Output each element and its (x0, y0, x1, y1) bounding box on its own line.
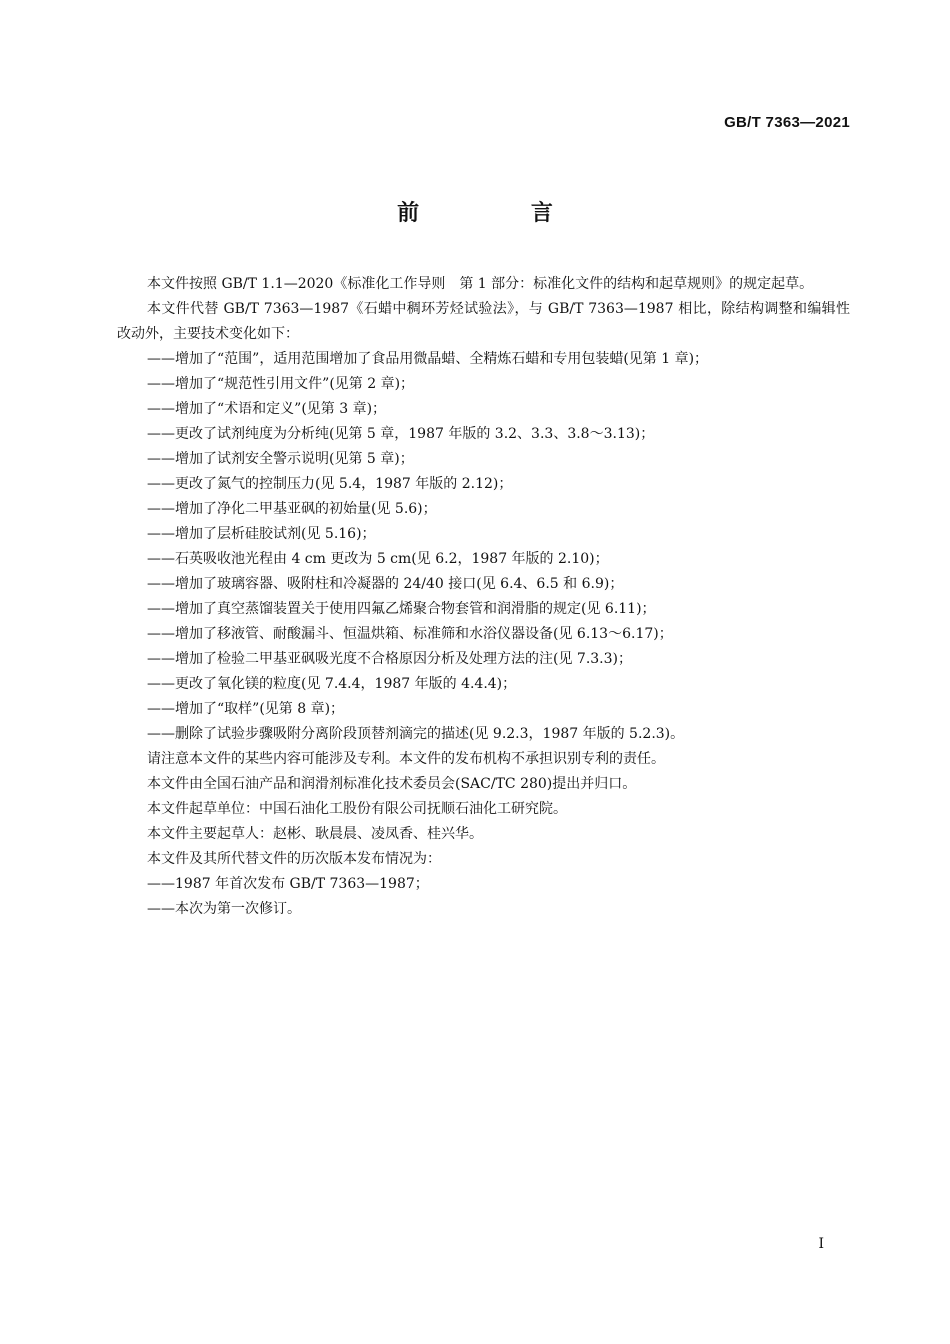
drafting-unit: 本文件起草单位：中国石油化工股份有限公司抚顺石油化工研究院。 (147, 801, 567, 817)
change-item: ——更改了氧化镁的粒度(见 7.4.4，1987 年版的 4.4.4)； (147, 676, 517, 692)
history-item: ——1987 年首次发布 GB/T 7363—1987； (147, 876, 429, 892)
change-item: ——石英吸收池光程由 4 cm 更改为 5 cm(见 6.2，1987 年版的 2.10)； (147, 551, 609, 567)
drafters: 本文件主要起草人：赵彬、耿晨晨、凌凤香、桂兴华。 (147, 826, 483, 842)
page-title: 前 言 (397, 201, 605, 226)
change-item: ——增加了“规范性引用文件”(见第 2 章)； (147, 376, 415, 392)
patent-notice: 请注意本文件的某些内容可能涉及专利。本文件的发布机构不承担识别专利的责任。 (147, 751, 665, 767)
change-item: ——删除了试验步骤吸附分离阶段顶替剂滴完的描述(见 9.2.3，1987 年版的 5.2.3)。 (147, 726, 685, 742)
changes-list (117, 347, 850, 747)
change-item: ——增加了真空蒸馏装置关于使用四氟乙烯聚合物套管和润滑脂的规定(见 6.11)； (147, 601, 656, 617)
document-body (117, 272, 850, 922)
intro-paragraph: 本文件代替 GB/T 7363—1987《石蜡中稠环芳烃试验法》，与 GB/T 7363—1987 相比，除结构调整和编辑性改动外，主要技术变化如下： (117, 301, 850, 342)
history-item: ——本次为第一次修订。 (147, 901, 301, 917)
change-item: ——增加了“取样”(见第 8 章)； (147, 701, 345, 717)
history-intro: 本文件及其所代替文件的历次版本发布情况为： (147, 851, 441, 867)
change-item: ——更改了氮气的控制压力(见 5.4，1987 年版的 2.12)； (147, 476, 513, 492)
change-item: ——增加了“范围”，适用范围增加了食品用微晶蜡、全精炼石蜡和专用包装蜡(见第 1 章)； (147, 351, 709, 367)
change-item: ——增加了“术语和定义”(见第 3 章)； (147, 401, 387, 417)
change-item: ——增加了玻璃容器、吸附柱和冷凝器的 24/40 接口(见 6.4、6.5 和 6.9)； (147, 576, 624, 592)
page-number: I (818, 1236, 824, 1252)
change-item: ——增加了试剂安全警示说明(见第 5 章)； (147, 451, 414, 467)
change-item: ——增加了净化二甲基亚砜的初始量(见 5.6)； (147, 501, 437, 517)
change-item: ——增加了层析硅胶试剂(见 5.16)； (147, 526, 376, 542)
change-item: ——更改了试剂纯度为分析纯(见第 5 章，1987 年版的 3.2、3.3、3.8～3.13)； (147, 426, 655, 442)
history-list (117, 872, 850, 922)
change-item: ——增加了移液管、耐酸漏斗、恒温烘箱、标准筛和水浴仪器设备(见 6.13～6.17)； (147, 626, 673, 642)
intro-paragraph: 本文件按照 GB/T 1.1—2020《标准化工作导则 第 1 部分：标准化文件的结构和起草规则》的规定起草。 (147, 276, 814, 292)
standard-code: GB/T 7363—2021 (724, 114, 850, 131)
change-item: ——增加了检验二甲基亚砜吸光度不合格原因分析及处理方法的注(见 7.3.3)； (147, 651, 632, 667)
proposed-by: 本文件由全国石油产品和润滑剂标准化技术委员会(SAC/TC 280)提出并归口。 (147, 776, 637, 792)
